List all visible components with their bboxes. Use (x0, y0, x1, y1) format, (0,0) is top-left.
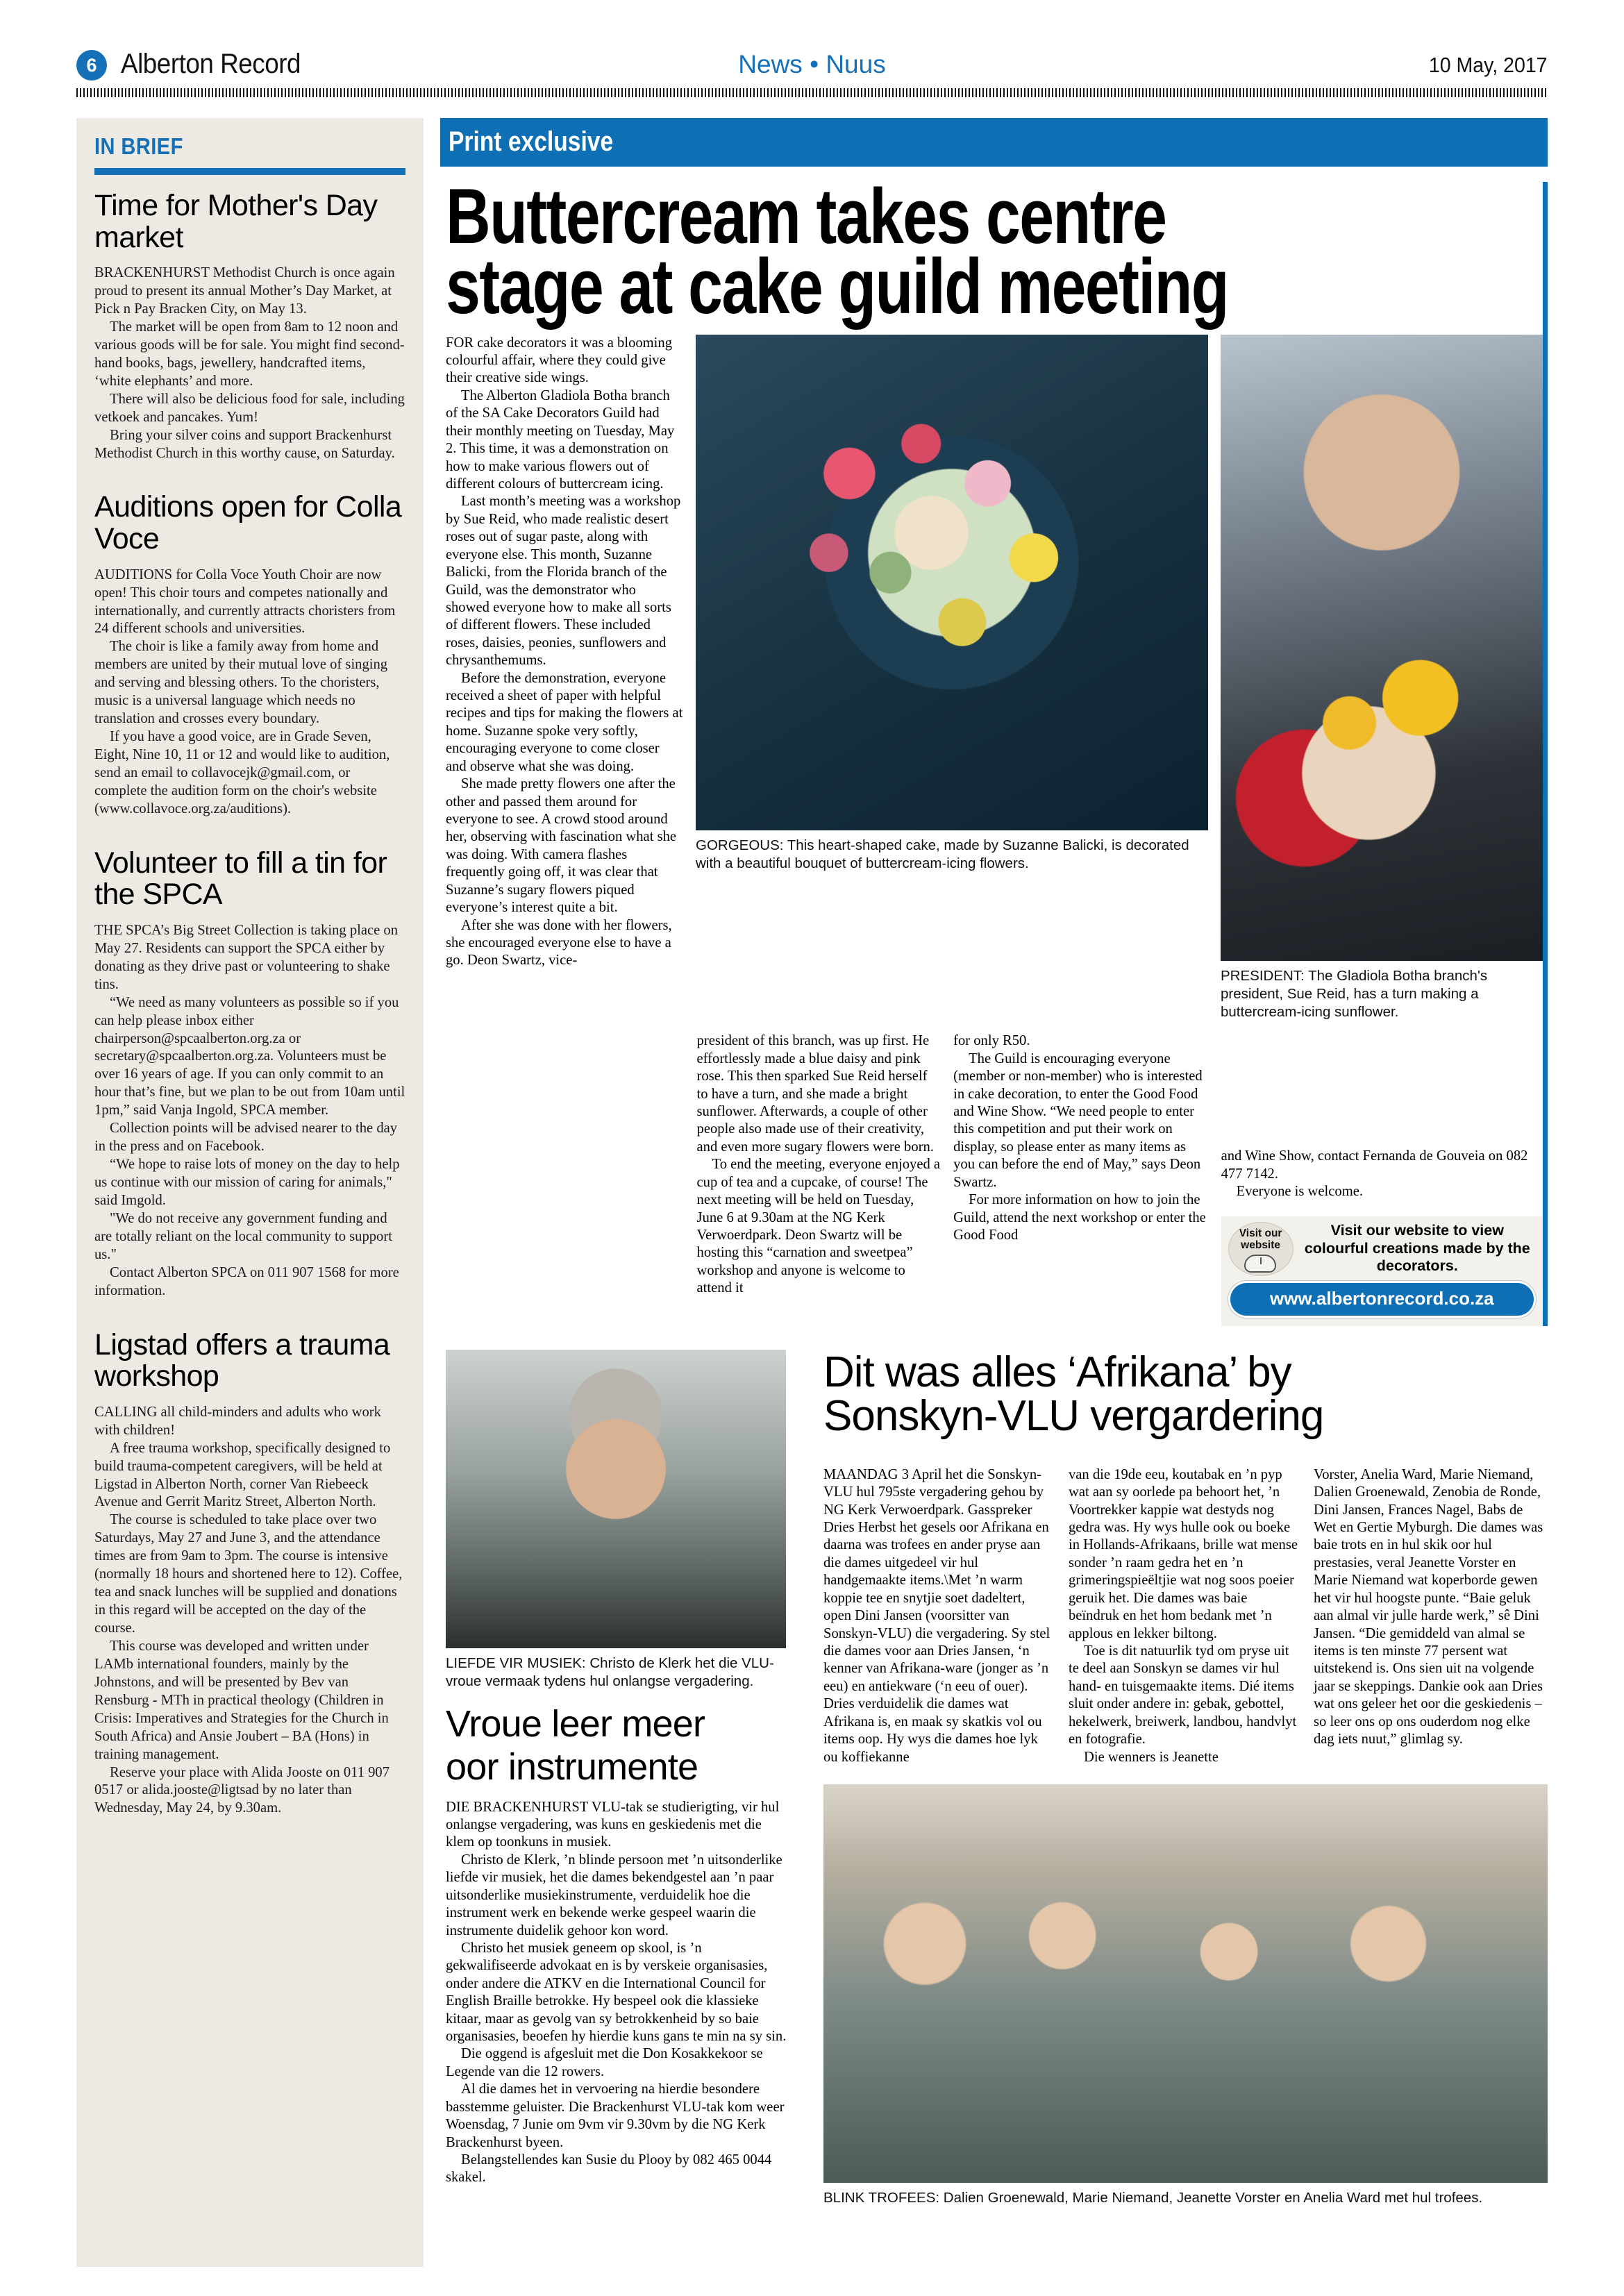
lead-column-4 (1221, 1148, 1543, 1200)
visit-website-badge (1228, 1222, 1294, 1276)
paragraph: She made pretty flowers one after the other and passed them around for everyone to see. A crowd stood around her, observing with fascination what she was doing. With camera flashes frequently going off, it was clear that Suzanne’s sugary flowers piqued everyone’s interest quite a bit. (446, 776, 677, 916)
lead-top-row (446, 335, 1543, 1022)
brief-body-2 (94, 567, 405, 819)
paragraph: Bring your silver coins and support Brackenhurst Methodist Church in this worthy cause, on Saturday. (94, 427, 395, 461)
afrikaans-section (446, 1350, 1548, 2208)
paragraph: Collection points will be advised nearer to the day in the press and on Facebook. (94, 1121, 398, 1155)
paragraph: “We hope to raise lots of money on the day to help us continue with our mission of caring for animals," said Imgold. (94, 1157, 400, 1208)
afrikana-headline-line-1: Dit was alles ‘Afrikana’ by (823, 1348, 1291, 1396)
paragraph: To end the meeting, everyone enjoyed a cup of tea and a cupcake, of course! The next meeting will be held on Tuesday, June 6 at 9.30am at the NG Kerk Verwoerdpark. Deon Swartz will be hosting this “carnation and sweetpea” workshop and anyone is welcome to attend it (696, 1157, 941, 1296)
paragraph: president of this branch, was up first. He effortlessly made a blue daisy and pink rose. This then sparked Sue Reid herself to have a turn, and she made a bright sunflower. Afterwards, a couple of other people also made use of their creativity, and even more sugary flowers were born. (696, 1033, 934, 1155)
paragraph: AUDITIONS for Colla Voce Youth Choir are now open! This choir tours and competes nationally and internationally, and currently attracts choristers from 24 different schools and universities. (94, 567, 396, 637)
in-brief-rule (94, 168, 405, 175)
paragraph: BRACKENHURST Methodist Church is once again proud to present its annual Mother’s Day Market, at Pick n Pay Bracken City, on May 13. (94, 265, 395, 317)
lead-column-2 (697, 1032, 941, 1325)
paragraph: Christo het musiek geneem op skool, is ’n gekwalifiseerde advokaat en is by verskeie organisasies, onder andere die ATKV en die International Council for English Braille betrokke. Hy bespeel ook die klassieke kitaar, maar as gevolg van sy betrokkenheid by so baie organisasies, beoefen hy hierdie kuns gans te min na sy sin. (446, 1940, 787, 2045)
section-title: News • Nuus (738, 50, 886, 78)
paragraph: The market will be open from 8am to 12 noon and various goods will be for sale. You might find second-hand books, bags, jewellery, handcrafted items, ‘white elephants’ and more. (94, 319, 405, 389)
musician-photo-caption: LIEFDE VIR MUSIEK: Christo de Klerk het die VLU-vroue vermaak tydens hul onlangse vergadering. (446, 1654, 774, 1689)
masthead-divider (76, 88, 1548, 97)
paragraph: “We need as many volunteers as possible so if you can help please inbox either chairperson@spcaalberton.org.za or secretary@spcaalberton.org.za. Volunteers must be over 16 years of age. If you can only commit to an hour that’s fine, but we plan to be out from 10am until 1pm,” said Vanja Ingold, SPCA member. (94, 994, 405, 1118)
issue-date: 10 May, 2017 (1429, 53, 1548, 77)
badge-line-2: website (1241, 1239, 1281, 1252)
vroue-headline-line-1: Vroue leer meer (446, 1703, 705, 1745)
website-promo-box[interactable] (1221, 1216, 1543, 1326)
paragraph: van die 19de eeu, koutabak en ’n pyp wat aan sy oorlede pa behoort het, ’n Voortrekker kappie wat destyds nog gedra was. Hy wys hulle ook ou boeke in Hollands-Afrikaans, brille wat mense sonder ’n raam gedra het en ’n grimeringspieëltjie wat nog soos poeier geruik het. Die dames was baie beïndruk en het hom bedank met ’n applous en lekker biltong. (1069, 1466, 1298, 1641)
paragraph: for only R50. (953, 1033, 1030, 1049)
lead-column-1 (446, 335, 683, 1022)
paragraph: CALLING all child-minders and adults who work with children! (94, 1404, 381, 1438)
lead-column-4-wrapper (1221, 1032, 1543, 1325)
paragraph: Contact Alberton SPCA on 011 907 1568 for more information. (94, 1264, 399, 1298)
brief-headline-1: Time for Mother's Day market (94, 189, 378, 254)
afrikana-column (823, 1350, 1548, 2208)
paragraph: MAANDAG 3 April het die Sonskyn-VLU hul 795ste vergadering gehou by NG Kerk Verwoerdpark. Gasspreker Dries Herbst het gesels oor Afrikana en daarna was trofees en ander pryse aan die dames uitgedeel vir hul handgemaakte items.\Met ’n warm koppie tee en snytjie soet dadeltert, open Dini Jansen (voorsitter van Sonskyn-VLU) die vergadering. Sy stel die dames voor aan Dries Jansen, ‘n kenner van Afrikana-ware (jonger as ’n eeu) en antiekware (‘n eeu of ouer). Dries verduidelik die dames wat Afrikana is, en maak sy skatkis vol ou items oop. Hy wys die dames hoe lyk ou koffiekanne (823, 1466, 1050, 1765)
lead-spacer-left (446, 1032, 685, 1325)
in-brief-sidebar (76, 118, 424, 2267)
trophies-photo (823, 1784, 1548, 2183)
paragraph: Die oggend is afgesluit met die Don Kosakkekoor se Legende van die 12 rowers. (446, 2046, 763, 2079)
paragraph: Vorster, Anelia Ward, Marie Niemand, Dalien Groenewald, Zenobia de Ronde, Dini Jansen, Frances Nagel, Babs de Wet en Gertie Myburgh. Die dames was baie trots en in hul skik oor hul prestasies, veral Jeanette Vorster en Marie Niemand wat koperborde gewen het vir hul hoogste punte. “Baie geluk aan almal vir julle harde werk,” sê Dini Jansen. “Die gemiddeld van almal se items is ten minste 77 persent wat uitstekend is. Ons sien uit na volgende jaar se skeppings. Dankie ook aan Dries wat ons geleer het oor die geskiedenis – so leer ons op ons ouderdom nog elke dag iets nuut,” glimlag sy. (1314, 1466, 1543, 1748)
president-photo-block (1221, 335, 1543, 1022)
afrikana-body-grid (823, 1466, 1548, 1766)
print-exclusive-label: Print exclusive (449, 126, 614, 157)
paragraph: "We do not receive any government funding and are totally reliant on the local community to support us." (94, 1210, 392, 1262)
vroue-column (446, 1350, 808, 2208)
cake-photo-caption: GORGEOUS: This heart-shaped cake, made by Suzanne Balicki, is decorated with a beautiful bouquet of buttercream-icing flowers. (696, 837, 1189, 871)
lead-bottom-row (446, 1032, 1543, 1325)
paragraph: A free trauma workshop, specifically designed to build trauma-competent caregivers, will be held at Ligstad in Alberton North, corner Van Riebeeck Avenue and Gerrit Maritz Street, Alberton North. (94, 1440, 391, 1510)
lead-headline-line-2: stage at cake guild meeting (446, 242, 1228, 330)
paragraph: After she was done with her flowers, she encouraged everyone else to have a go. Deon Swartz, vice- (446, 917, 672, 969)
brief-headline-3: Volunteer to fill a tin for the SPCA (94, 846, 387, 912)
afrikana-headline-line-2: Sonskyn-VLU vergardering (823, 1391, 1324, 1440)
main-content (440, 118, 1548, 2207)
website-url-button[interactable]: www.albertonrecord.co.za (1228, 1281, 1536, 1318)
computer-mouse-icon (1244, 1255, 1276, 1273)
afrikana-column-2 (1069, 1466, 1300, 1766)
paragraph: Last month’s meeting was a workshop by Sue Reid, who made realistic desert roses out of sugar paste, along with everyone else. This month, Suzanne Balicki, from the Florida branch of the Guild, was the demonstrator who showed everyone how to make all sorts of different flowers. These included roses, daisies, peonies, sunflowers and chrysanthemums. (446, 494, 681, 669)
vroue-body (446, 1799, 793, 2187)
paragraph: The course is scheduled to take place over two Saturdays, May 27 and June 3, and the attendance times are from 9am to 3pm. The course is intensive (normally 18 hours and shortened here to 12). Coffee, tea and snack lunches will be supplied and donations in this regard will be accepted on the day of the course. (94, 1512, 403, 1636)
paragraph: Before the demonstration, everyone received a sheet of paper with helpful recipes and tips for making the flowers at home. Suzanne spoke very softly, encouraging everyone to come closer and observe what she was doing. (446, 670, 683, 774)
paragraph: Christo de Klerk, ’n blinde persoon met ’n uitsonderlike liefde vir musiek, het die dames bekendgestel aan ’n paar uitsonderlike musiekinstrumente, verduidelik hoe die instrument werk en bekende werke gespeel waarin die instrumente duidelik gehoor kon word. (446, 1852, 782, 1938)
paragraph: This course was developed and written under LAMb international founders, mainly by the Johnstons, and will be presented by Bev van Rensburg - MTh in practical theology (Children in Crisis: Imperatives and Strategies for the Church in South Africa) and Ansie Joubert – BA (Hons) in training management. (94, 1638, 389, 1762)
president-photo-caption: PRESIDENT: The Gladiola Botha branch's president, Sue Reid, has a turn making a buttercream-icing sunflower. (1221, 967, 1488, 1021)
brief-body-1 (94, 265, 405, 462)
paragraph: If you have a good voice, are in Grade Seven, Eight, Nine 10, 11 or 12 and would like to audition, send an email to collavocejk@gmail.com, or complete the audition form on the choir's website (www.collavoce.org.za/auditions). (94, 729, 390, 816)
paragraph: Toe is dit natuurlik tyd om pryse uit te deel aan Sonskyn se dames vir hul hand- en tuisgemaakte items. Dié items sluit onder andere in: gebak, gebottel, hekelwerk, breiwerk, landbou, handvlyt en fotografie. (1069, 1643, 1297, 1748)
cake-photo (696, 335, 1208, 830)
paragraph: Reserve your place with Alida Jooste on 011 907 0517 or alida.jooste@ligtsad by no later than Wednesday, May 24, by 9.30am. (94, 1764, 390, 1816)
brief-headline-4: Ligstad offers a trauma workshop (94, 1327, 390, 1393)
vroue-headline-line-2: oor instrumente (446, 1745, 698, 1788)
paragraph: and Wine Show, contact Fernanda de Gouveia on 082 477 7142. (1221, 1148, 1528, 1182)
afrikana-column-3 (1314, 1466, 1545, 1766)
paragraph: FOR cake decorators it was a blooming colourful affair, where they could give their creative side wings. (446, 335, 672, 386)
brief-body-3 (94, 922, 405, 1300)
president-photo (1221, 335, 1543, 961)
paragraph: Belangstellendes kan Susie du Plooy by 082 465 0044 skakel. (446, 2152, 772, 2186)
paragraph: For more information on how to join the Guild, attend the next workshop or enter the Good Food (953, 1192, 1206, 1243)
publication-title: Alberton Record (121, 49, 301, 79)
musician-photo (446, 1350, 786, 1648)
badge-line-1: Visit our (1239, 1227, 1282, 1239)
cake-photo-block (696, 335, 1208, 1022)
paragraph: Everyone is welcome. (1236, 1184, 1364, 1200)
brief-body-4 (94, 1404, 405, 1818)
paragraph: The Alberton Gladiola Botha branch of the SA Cake Decorators Guild had their monthly meeting on Tuesday, May 2. This time, it was a demonstration on how to make various flowers out of different colours of buttercream icing. (446, 387, 675, 492)
brief-headline-2: Auditions open for Colla Voce (94, 490, 402, 556)
paragraph: Al die dames het in vervoering na hierdie besondere basstemme geluister. Die Brackenhurst VLU-tak kom weer Woensdag, 7 Junie om 9vm vir 9.30vm by die NG Kerk Brackenhurst byeen. (446, 2081, 785, 2150)
promo-message: Visit our website to view colourful creations made by the decorators. (1304, 1221, 1530, 1275)
page-number-badge: 6 (76, 50, 107, 81)
lead-story-frame (440, 173, 1548, 1326)
in-brief-label: IN BRIEF (94, 133, 183, 159)
afrikana-column-1 (823, 1466, 1055, 1766)
trophies-photo-caption: BLINK TROFEES: Dalien Groenewald, Marie Niemand, Jeanette Vorster en Anelia Ward met hul trofees. (823, 2189, 1483, 2206)
paragraph: DIE BRACKENHURST VLU-tak se studierigting, vir hul onlangse vergadering, was kuns en geskiedenis met die klem op toonkuns in musiek. (446, 1799, 780, 1850)
paragraph: THE SPCA’s Big Street Collection is taking place on May 27. Residents can support the SPCA either by donating as they drive past or volunteering to shake tins. (94, 922, 399, 992)
lead-headline-line-1: Buttercream takes centre (446, 173, 1166, 260)
paragraph: Die wenners is Jeanette (1084, 1749, 1219, 1765)
paragraph: The choir is like a family away from home and members are united by their mutual love of singing and serving and blessing others. To the choristers, music is a universal language which needs no translation and crosses every boundary. (94, 639, 388, 727)
lead-column-3 (953, 1032, 1209, 1325)
print-exclusive-banner (440, 118, 1548, 167)
paragraph: There will also be delicious food for sale, including vetkoek and pancakes. Yum! (94, 391, 405, 425)
paragraph: The Guild is encouraging everyone (member or non-member) who is interested in cake decoration, to enter the Good Food and Wine Show. “We need people to enter this competition and put their work on display, so please enter as many items as you can before the end of May,” says Deon Swartz. (953, 1050, 1203, 1190)
